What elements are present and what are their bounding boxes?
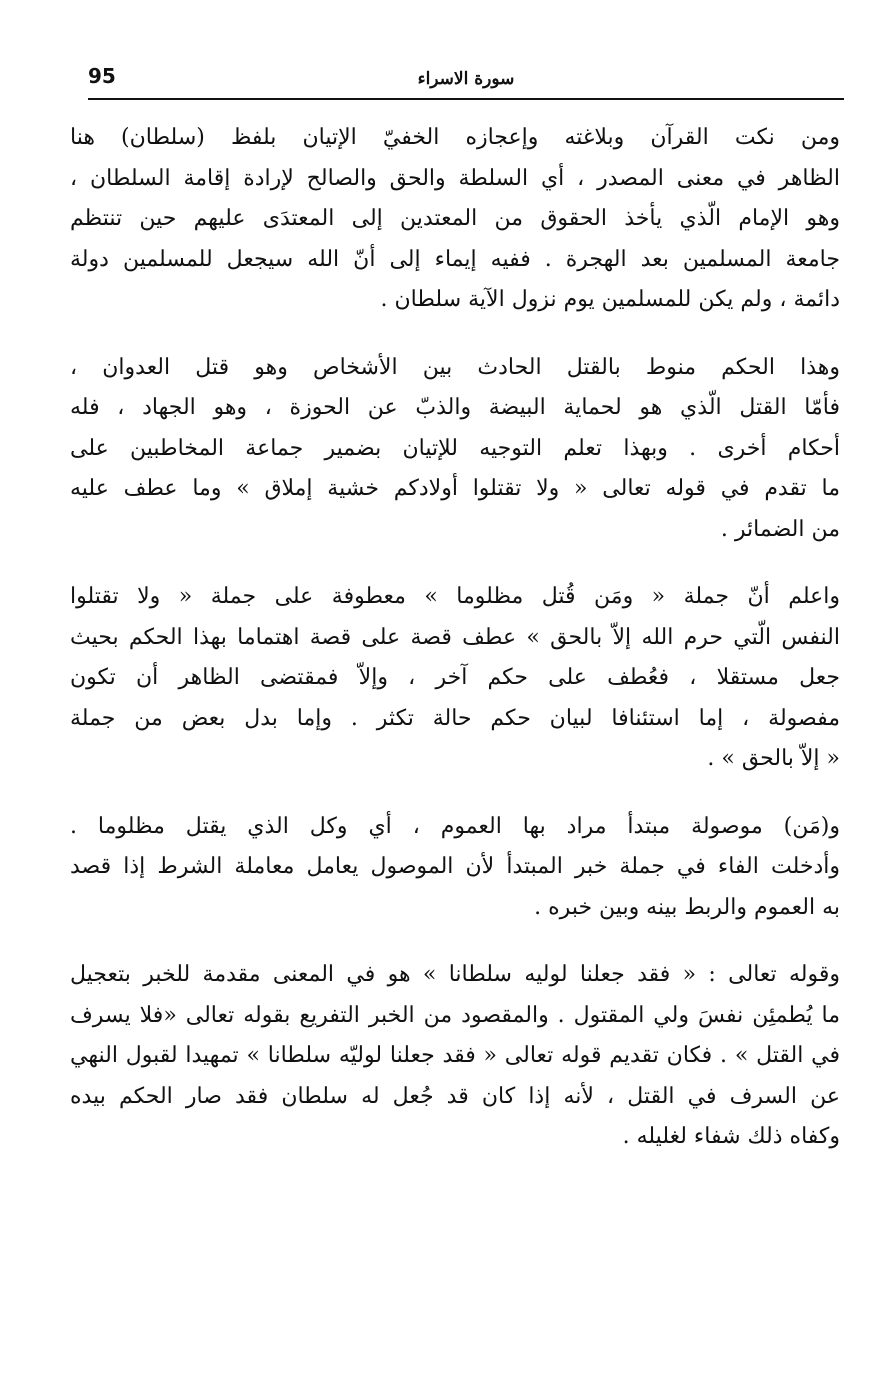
text-line: « إلاّ بالحق » . [707, 746, 840, 771]
text-line: النفس الّتي حرم الله إلاّ بالحق » عطف قصة على قصة اهتماما بهذا الحكم بحيث [70, 624, 840, 650]
page-number: 95 [88, 64, 116, 88]
text-line: جامعة المسلمين بعد الهجرة . ففيه إيماء إلى أنّ الله سيجعل للمسلمين دولة [70, 246, 840, 272]
text-line: وهو الإمام الّذي يأخذ الحقوق من المعتدين إلى المعتدَى عليهم حين تنتظم [70, 206, 840, 231]
text-line: واعلم أنّ جملة « ومَن قُتل مظلوما » معطوفة على جملة « ولا تقتلوا [70, 584, 840, 609]
text-line: مفصولة ، إما استئنافا لبيان حكم حالة تكثر . وإما بدل بعض من جملة [70, 705, 840, 731]
text-line: دائمة ، ولم يكن للمسلمين يوم نزول الآية سلطان . [380, 287, 840, 312]
running-title: سورة الاسراء [417, 69, 515, 89]
page-header [88, 62, 844, 102]
paragraph [70, 577, 840, 780]
text-line: وأدخلت الفاء في جملة خبر المبتدأ لأن الموصول يعامل معاملة الشرط إذا قصد [70, 854, 840, 879]
paragraph [70, 807, 840, 929]
text-line: في القتل » . فكان تقديم قوله تعالى « فقد جعلنا لوليّه سلطانا » تمهيدا لقبول النهي [70, 1043, 840, 1068]
header-rule [88, 98, 844, 100]
text-line: الظاهر في معنى المصدر ، أي السلطة والحق والصالح لإرادة إقامة السلطان ، [70, 165, 840, 191]
text-line: عن السرف في القتل ، لأنه إذا كان قد جُعل له سلطان فقد صار الحكم بيده [70, 1083, 840, 1109]
text-line: وقوله تعالى : « فقد جعلنا لوليه سلطانا » هو في المعنى مقدمة للخبر بتعجيل [70, 962, 840, 987]
paragraph [70, 118, 840, 321]
text-line: ما تقدم في قوله تعالى « ولا تقتلوا أولادكم خشية إملاق » وما عطف عليه [70, 476, 840, 501]
text-line: أحكام أخرى . وبهذا تعلم التوجيه للإتيان بضمير جماعة المخاطبين على [70, 435, 840, 461]
text-line: جعل مستقلا ، فعُطف على حكم آخر ، وإلاّ فمقتضى الظاهر أن تكون [70, 665, 840, 690]
text-line: ما يُطمئِن نفسَ ولي المقتول . والمقصود من الخبر التفريع بقوله تعالى «فلا يسرف [70, 1002, 840, 1028]
paragraph [70, 348, 840, 551]
text-line: وهذا الحكم منوط بالقتل الحادث بين الأشخاص وهو قتل العدوان ، [70, 354, 840, 380]
text-line: وكفاه ذلك شفاء لغليله . [622, 1124, 840, 1149]
text-line: به العموم والربط بينه وبين خبره . [534, 894, 840, 920]
text-line: و(مَن) موصولة مبتدأ مراد بها العموم ، أي وكل الذي يقتل مظلوما . [70, 813, 840, 839]
paragraph [70, 955, 840, 1158]
text-line: ومن نكت القرآن وبلاغته وإعجازه الخفيّ الإتيان بلفظ (سلطان) هنا [70, 125, 840, 150]
body-text [70, 118, 840, 1185]
text-line: من الضمائر . [720, 516, 840, 542]
text-line: فأمّا القتل الّذي هو لحماية البيضة والذبّ عن الحوزة ، وهو الجهاد ، فله [70, 395, 840, 420]
